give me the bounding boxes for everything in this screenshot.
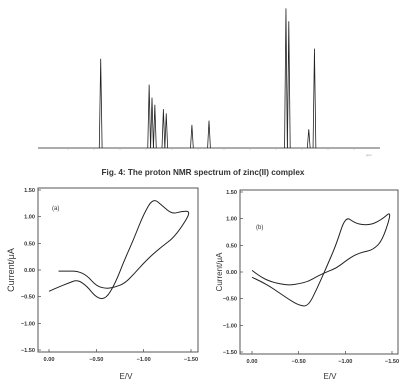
cv_a-y-tick-label-1: 1.00 — [24, 214, 35, 221]
nmr-peak-10 — [307, 129, 310, 148]
nmr-figure-caption: Fig. 4: The proton NMR spectrum of zinc(II) complex — [101, 168, 305, 177]
cv-b-x-axis-label: E/V — [323, 372, 337, 381]
nmr-peak-6 — [191, 125, 194, 148]
cv_b-x-tick-label-2: −1.00 — [338, 359, 353, 365]
cv-a-panel-label: (a) — [52, 206, 60, 212]
cv_b-x-tick-label-1: −0.50 — [291, 359, 306, 365]
nmr-peak-1 — [148, 85, 151, 148]
cv_a-x-tick-label-2: −1.00 — [136, 357, 151, 363]
cv_a-y-tick-label-2: 0.50 — [24, 241, 35, 248]
nmr-peak-9 — [287, 21, 290, 148]
nmr-spectrum-panel — [38, 8, 380, 157]
cv-a-y-axis-label: Current/μA — [6, 248, 16, 292]
cv_a-y-tick-label-6: −1.50 — [20, 348, 35, 354]
cv_b-y-tick-label-6: −1.50 — [222, 350, 237, 356]
nmr-peak-3 — [153, 105, 156, 148]
cv-a-voltammogram-curve — [49, 201, 189, 299]
cv-b-y-axis-label: Current/μA — [215, 252, 224, 292]
cv_b-x-tick-label-3: −1.50 — [384, 359, 400, 365]
cv_a-x-tick-label-0: 0.00 — [43, 357, 55, 363]
nmr-peak-11 — [313, 49, 316, 148]
cv_b-y-tick-label-4: −0.50 — [222, 296, 237, 303]
cv-a-x-tick-labels — [44, 349, 199, 363]
cv_a-y-tick-label-4: −0.50 — [20, 294, 35, 301]
cv-a-x-axis-label: E/V — [119, 372, 133, 381]
nmr-peak-0 — [99, 59, 102, 148]
cv-b-panel-label: (b) — [256, 225, 264, 231]
cv-plot-b — [215, 190, 399, 381]
cv_a-y-tick-label-5: −1.00 — [20, 321, 35, 328]
cv_b-y-tick-label-0: 1.50 — [226, 190, 237, 196]
nmr-peak-2 — [151, 98, 154, 148]
cv_a-y-tick-label-3: 0.00 — [24, 268, 35, 274]
cv-plot-a — [6, 188, 198, 381]
cv_b-y-tick-label-2: 0.50 — [226, 243, 237, 250]
nmr-peak-7 — [208, 121, 211, 148]
cv-b-frame — [240, 190, 398, 354]
cv_a-x-tick-label-1: −0.50 — [89, 357, 104, 363]
nmr-peak-4 — [162, 109, 165, 148]
cv_a-x-tick-label-3: −1.50 — [183, 357, 199, 363]
nmr-peaks — [99, 8, 316, 148]
nmr-peak-5 — [165, 113, 168, 148]
nmr-peak-8 — [285, 8, 288, 148]
cv_b-y-tick-label-1: 1.00 — [226, 216, 237, 223]
cv_a-y-tick-label-0: 1.50 — [24, 188, 35, 194]
cv-b-x-tick-labels — [247, 351, 400, 365]
cv-b-voltammogram-curve — [252, 214, 390, 306]
cv_b-x-tick-label-0: 0.00 — [246, 359, 258, 365]
cv_b-y-tick-label-3: 0.00 — [226, 270, 237, 276]
nmr-x-unit: ppm — [366, 153, 372, 157]
cv_b-y-tick-label-5: −1.00 — [222, 323, 237, 330]
